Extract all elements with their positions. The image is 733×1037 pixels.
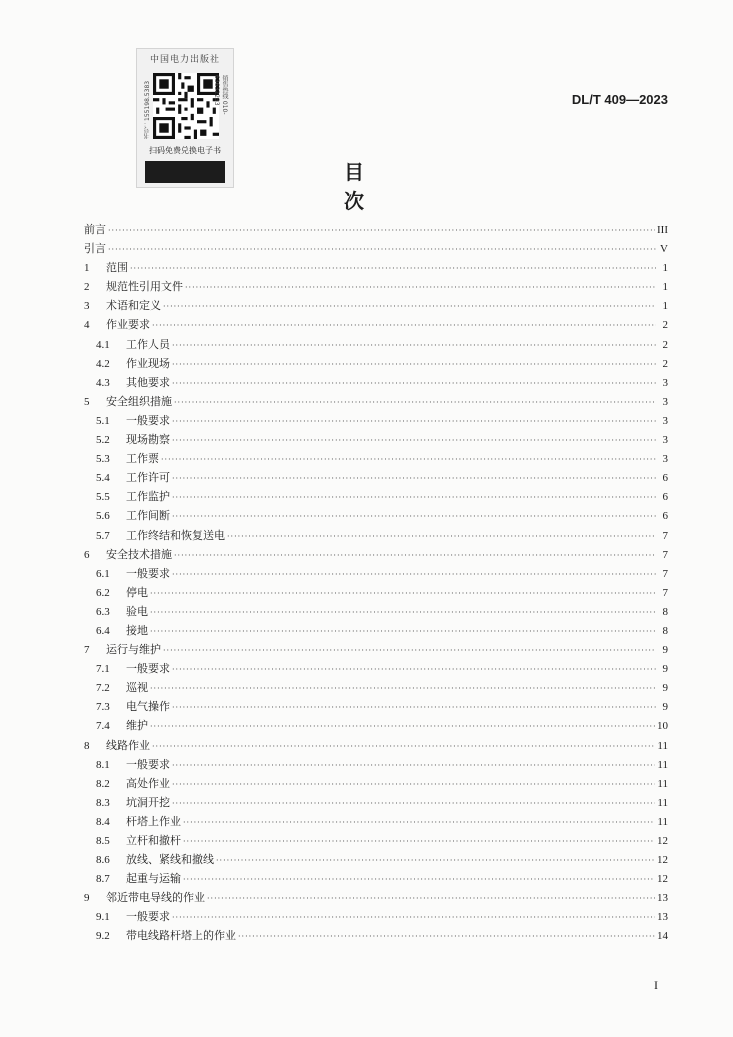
toc-leader-dots [150, 717, 655, 736]
toc-entry-number: 6.3 [96, 605, 110, 618]
toc-entry-number: 8.1 [96, 758, 110, 771]
toc-entry-number: 7.4 [96, 720, 110, 733]
toc-leader-dots [172, 431, 656, 450]
page-number: I [654, 978, 658, 992]
toc-entry-number: 7.3 [96, 701, 110, 714]
toc-entry-label: 维护 [126, 719, 148, 733]
toc-entry-label: 邻近带电导线的作业 [106, 891, 205, 905]
toc-leader-dots [172, 488, 656, 507]
toc-entry-number: 8.5 [96, 835, 110, 847]
toc-entry[interactable] [84, 697, 668, 716]
isbn-text: 书号：155198.5383 [144, 80, 151, 139]
toc-entry-page: 6 [662, 491, 668, 504]
toc-entry[interactable] [84, 545, 668, 564]
toc-entry[interactable] [84, 373, 668, 392]
toc-title: 目 次 [344, 160, 448, 213]
toc-entry[interactable] [84, 621, 668, 640]
toc-leader-dots [108, 221, 655, 240]
toc-entry-page: 2 [662, 338, 668, 351]
toc-entry-label: 安全技术措施 [106, 547, 172, 561]
toc-entry-page: 7 [662, 567, 668, 580]
toc-entry-label: 作业现场 [126, 356, 170, 370]
toc-entry[interactable] [84, 869, 668, 888]
toc-entry-page: V [660, 243, 668, 256]
toc-entry[interactable] [84, 831, 668, 850]
toc-entry-page: 3 [662, 453, 668, 466]
toc-entry-label: 一般要求 [126, 662, 170, 676]
toc-entry-page: 8 [662, 605, 668, 618]
toc-entry-number: 6.4 [96, 624, 110, 637]
toc-leader-dots [152, 316, 656, 335]
toc-entry-label: 验电 [126, 604, 148, 618]
toc-entry[interactable] [84, 487, 668, 506]
toc-leader-dots [172, 469, 656, 488]
toc-leader-dots [183, 813, 655, 832]
toc-leader-dots [172, 908, 655, 927]
toc-leader-dots [174, 546, 656, 565]
toc-entry-label: 立杆和撤杆 [126, 834, 181, 847]
toc-leader-dots [172, 794, 655, 813]
toc-entry[interactable] [84, 411, 668, 430]
toc-entry[interactable] [84, 602, 668, 621]
toc-entry-label: 现场勘察 [126, 433, 170, 447]
toc-entry-page: 11 [657, 758, 668, 771]
toc-entry-number: 8 [84, 739, 90, 752]
toc-entry-page: 9 [662, 644, 668, 657]
toc-entry[interactable] [84, 258, 668, 277]
sales-hotline: 销售热线 010-63632233 [213, 75, 228, 115]
toc-entry[interactable] [84, 678, 668, 697]
toc-entry[interactable] [84, 392, 668, 411]
toc-leader-dots [130, 259, 656, 278]
toc-leader-dots [227, 527, 656, 546]
toc-entry-number: 5.6 [96, 510, 110, 523]
toc-entry-number: 6.1 [96, 567, 110, 580]
toc-entry-label: 一般要求 [126, 566, 170, 580]
toc-entry-page: 12 [657, 873, 668, 886]
toc-entry-label: 范围 [106, 261, 128, 275]
toc-entry-page: 12 [657, 835, 668, 847]
toc-entry-label: 一般要求 [126, 757, 170, 771]
toc-entry[interactable] [84, 564, 668, 583]
toc-leader-dots [185, 278, 656, 297]
qr-code-icon[interactable] [153, 73, 219, 139]
toc-leader-dots [163, 297, 656, 316]
toc-entry-number: 4.2 [96, 357, 110, 370]
toc-entry-page: 11 [657, 739, 668, 752]
toc-leader-dots [207, 889, 655, 908]
toc-entry-number: 8.7 [96, 873, 110, 886]
toc-entry-label: 工作许可 [126, 471, 170, 485]
qr-sticker [136, 48, 234, 188]
toc-entry-page: 7 [662, 586, 668, 599]
toc-entry[interactable] [84, 774, 668, 793]
toc-entry-page: 2 [662, 357, 668, 370]
toc-leader-dots [172, 355, 656, 374]
toc-entry[interactable] [84, 335, 668, 354]
toc-entry[interactable] [84, 736, 668, 755]
toc-entry-page: 6 [662, 472, 668, 485]
toc-entry-number: 9 [84, 892, 90, 905]
qr-caption: 扫码免费兑换电子书 [149, 146, 221, 155]
toc-entry-page: 11 [657, 815, 668, 828]
toc-entry[interactable] [84, 793, 668, 812]
toc-entry-number: 7.1 [96, 663, 110, 676]
toc-entry[interactable] [84, 430, 668, 449]
toc-entry-number: 2 [84, 281, 90, 294]
toc-entry-page: 13 [657, 911, 668, 924]
toc-entry-label: 坑洞开挖 [126, 795, 170, 809]
toc-entry-label: 起重与运输 [126, 872, 181, 886]
toc-leader-dots [172, 698, 656, 717]
toc-leader-dots [108, 240, 656, 259]
toc-leader-dots [174, 393, 656, 412]
toc-entry-page: 9 [662, 701, 668, 714]
toc-entry[interactable] [84, 296, 668, 315]
toc-entry-page: 8 [662, 624, 668, 637]
toc-entry[interactable] [84, 239, 668, 258]
toc-entry-label: 带电线路杆塔上的作业 [126, 929, 236, 943]
toc-entry-label: 工作人员 [126, 337, 170, 351]
toc-entry[interactable] [84, 659, 668, 678]
toc-entry-page: 14 [657, 930, 668, 943]
toc-entry-label: 停电 [126, 585, 148, 599]
toc-entry[interactable] [84, 220, 668, 239]
toc-entry-number: 4.3 [96, 376, 110, 389]
toc-entry-page: 3 [662, 395, 668, 408]
toc-leader-dots [152, 737, 655, 756]
toc-entry-label: 一般要求 [126, 413, 170, 427]
toc-entry-label: 一般要求 [126, 910, 170, 924]
toc-leader-dots [172, 374, 656, 393]
toc-leader-dots [172, 412, 656, 431]
toc-leader-dots [238, 927, 655, 946]
toc-entry-number: 1 [84, 262, 90, 275]
toc-entry-page: III [657, 224, 668, 236]
toc-entry-number: 3 [84, 300, 90, 313]
toc-entry-number: 4 [84, 319, 90, 332]
toc-leader-dots [172, 565, 656, 584]
toc-entry-number: 5.5 [96, 491, 110, 504]
toc-entry-number: 4.1 [96, 338, 110, 351]
toc-entry[interactable] [84, 907, 668, 926]
toc-entry-page: 12 [657, 854, 668, 867]
toc-entry-page: 9 [662, 663, 668, 676]
toc-entry-number: 5 [84, 395, 90, 408]
toc-leader-dots [150, 603, 656, 622]
redacted-code-box [145, 161, 225, 183]
toc-entry[interactable] [84, 583, 668, 602]
toc-entry-number: 9.1 [96, 911, 110, 924]
toc-entry-page: 3 [662, 434, 668, 447]
toc-entry-number: 8.6 [96, 854, 110, 867]
toc-entry-label: 工作间断 [126, 509, 170, 523]
toc-entry-number: 7.2 [96, 682, 110, 695]
toc-entry-label: 接地 [126, 623, 148, 637]
toc-leader-dots [172, 756, 655, 775]
toc-entry-label: 安全组织措施 [106, 394, 172, 408]
toc-entry-number: 5.7 [96, 529, 110, 542]
toc-entry-label: 工作票 [126, 452, 159, 466]
toc-entry[interactable] [84, 850, 668, 869]
toc-leader-dots [172, 660, 656, 679]
toc-entry-label: 高处作业 [126, 776, 170, 790]
toc-leader-dots [150, 679, 656, 698]
toc-entry[interactable] [84, 640, 668, 659]
toc-leader-dots [172, 336, 656, 355]
toc-entry-label: 电气操作 [126, 700, 170, 714]
document-code: DL/T 409—2023 [571, 92, 668, 107]
toc-entry-label: 工作监护 [126, 490, 170, 504]
toc-leader-dots [216, 851, 655, 870]
toc-entry-number: 6.2 [96, 586, 110, 599]
toc-leader-dots [150, 584, 656, 603]
toc-entry[interactable] [84, 315, 668, 334]
toc-entry-page: 1 [662, 300, 668, 313]
toc-entry[interactable] [84, 755, 668, 774]
toc-entry-page: 3 [662, 414, 668, 427]
toc-entry[interactable] [84, 506, 668, 525]
toc-leader-dots [163, 641, 656, 660]
toc-entry-label: 术语和定义 [106, 299, 161, 313]
toc-entry-number: 5.3 [96, 453, 110, 466]
toc-entry-label: 其他要求 [126, 375, 170, 389]
toc-entry[interactable] [84, 449, 668, 468]
toc-entry[interactable] [84, 526, 668, 545]
toc-entry-number: 8.3 [96, 796, 110, 809]
toc-entry-number: 7 [84, 644, 90, 657]
toc-entry-page: 13 [657, 892, 668, 905]
toc-leader-dots [183, 832, 655, 851]
toc-entry-label: 线路作业 [106, 738, 150, 752]
table-of-contents [84, 220, 668, 946]
toc-entry-number: 6 [84, 548, 90, 561]
toc-leader-dots [172, 507, 656, 526]
toc-entry-number: 5.2 [96, 434, 110, 447]
toc-entry-label: 杆塔上作业 [126, 814, 181, 828]
toc-entry-page: 2 [662, 319, 668, 332]
toc-entry-number: 5.1 [96, 414, 110, 427]
toc-entry-label: 放线、紧线和撤线 [126, 853, 214, 867]
toc-leader-dots [183, 870, 655, 889]
toc-entry-page: 1 [662, 281, 668, 294]
toc-entry-number: 5.4 [96, 472, 110, 485]
toc-entry-label: 巡视 [126, 681, 148, 695]
toc-entry-label: 工作终结和恢复送电 [126, 528, 225, 542]
toc-entry-page: 3 [662, 376, 668, 389]
toc-entry-number: 8.2 [96, 777, 110, 790]
toc-entry-page: 11 [657, 796, 668, 809]
toc-entry-page: 10 [657, 720, 668, 733]
toc-entry-label: 作业要求 [106, 318, 150, 332]
toc-entry[interactable] [84, 812, 668, 831]
publisher-logo: 中国电力出版社 [149, 55, 220, 65]
toc-entry-label: 引言 [84, 242, 106, 256]
toc-entry-label: 运行与维护 [106, 643, 161, 657]
toc-entry[interactable] [84, 277, 668, 296]
toc-leader-dots [172, 775, 655, 794]
toc-entry-page: 11 [657, 777, 668, 790]
toc-entry[interactable] [84, 888, 668, 907]
toc-entry-page: 6 [662, 510, 668, 523]
toc-entry[interactable] [84, 926, 668, 945]
toc-entry-label: 前言 [84, 223, 106, 236]
toc-leader-dots [150, 622, 656, 641]
toc-entry[interactable] [84, 716, 668, 735]
toc-entry[interactable] [84, 354, 668, 373]
toc-entry-page: 9 [662, 682, 668, 695]
toc-entry-number: 8.4 [96, 815, 110, 828]
toc-entry[interactable] [84, 468, 668, 487]
toc-entry-label: 规范性引用文件 [106, 280, 183, 294]
toc-entry-page: 1 [662, 262, 668, 275]
toc-entry-page: 7 [662, 529, 668, 542]
toc-entry-page: 7 [662, 548, 668, 561]
toc-entry-number: 9.2 [96, 930, 110, 943]
toc-leader-dots [161, 450, 656, 469]
